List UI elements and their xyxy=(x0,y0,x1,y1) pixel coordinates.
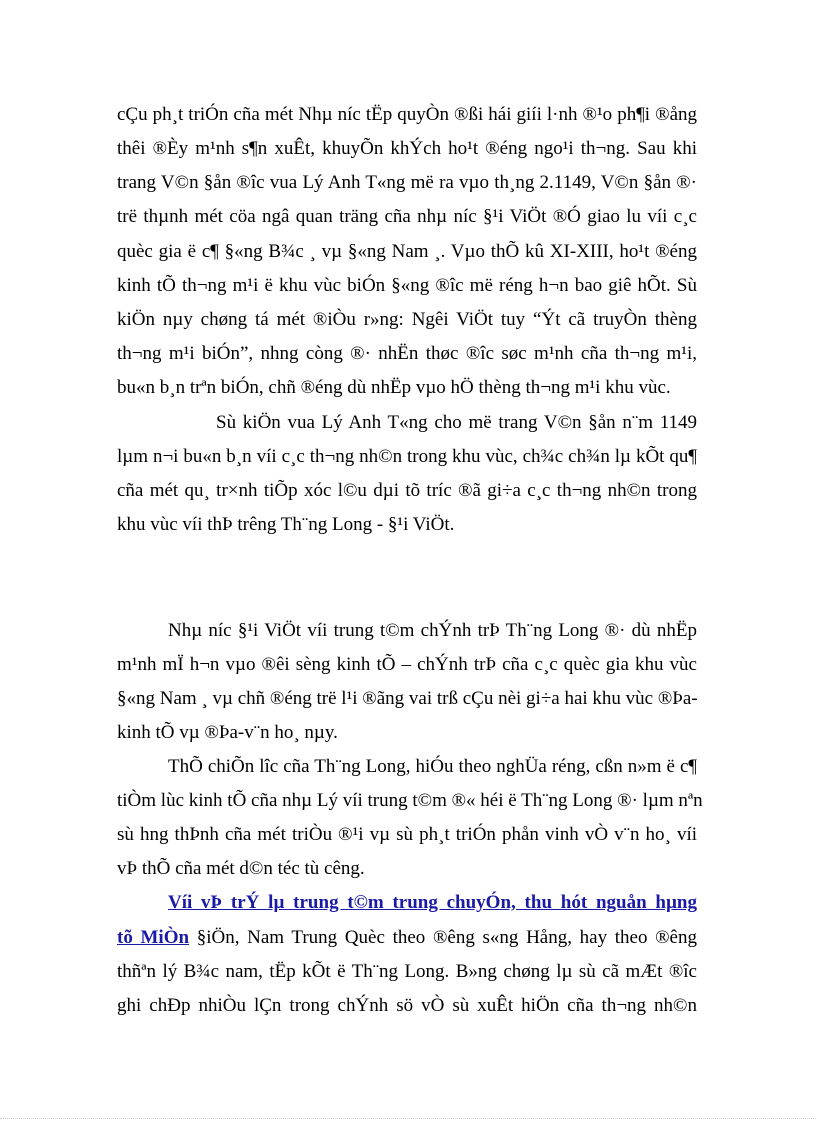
text-line: trang V©n §ån ®îc vua Lý Anh T«ng më ra vµo th¸ng 2.1149, V©n §ån ®· xyxy=(117,172,697,193)
page-bottom-border xyxy=(0,1118,816,1119)
heading-link-continued[interactable]: tõ MiÒn xyxy=(117,927,190,948)
text-line: trë thµnh mét cöa ngâ quan träng cña nhµ níc §¹i ViÖt ®Ó giao lu víi c¸c xyxy=(117,206,697,227)
text-line: kinh tÕ th¬ng m¹i ë khu vùc biÓn §«ng ®îc më réng h¬n bao giê hÕt. Sù xyxy=(117,275,697,296)
text-line: ghi chÐp nhiÒu lÇn trong chÝnh sö vÒ sù xuÊt hiÖn cña th¬ng nh©n xyxy=(117,995,697,1016)
text-line: kinh tÕ vµ ®Þa-v¨n ho¸ nµy. xyxy=(117,722,338,743)
text-line: ThÕ chiÕn lîc cña Th¨ng Long, hiÓu theo nghÜa réng, cßn n»m ë c¶ xyxy=(168,756,697,777)
text-line: cña mét qu¸ tr×nh tiÕp xóc l©u dµi tõ tríc ®ã gi÷a c¸c th¬ng nh©n trong xyxy=(117,480,697,501)
text-line: thêi ®Èy m¹nh s¶n xuÊt, khuyÕn khÝch ho¹t ®éng ngo¹i th¬ng. Sau khi xyxy=(117,138,697,159)
text-line[interactable] xyxy=(168,891,697,915)
text-line: thñªn lý B¾c nam, tËp kÕt ë Th¨ng Long. B»ng chøng lµ sù cã mÆt ®îc xyxy=(117,961,697,982)
text-line: th¬ng m¹i biÓn”, nhng còng ®· nhËn thøc ®îc søc m¹nh cña th¬ng m¹i, xyxy=(117,343,697,364)
text-line: §«ng Nam ¸ vµ chñ ®éng trë l¹i ®ãng vai trß cÇu nèi gi÷a hai khu vùc ®Þa- xyxy=(117,688,698,709)
text-line: bu«n b¸n trªn biÓn, chñ ®éng dù nhËp vµo hÖ thèng th¬ng m¹i khu vùc. xyxy=(117,377,671,398)
text-line: quèc gia ë c¶ §«ng B¾c ¸ vµ §«ng Nam ¸. Vµo thÕ kû XI-XIII, ho¹t ®éng xyxy=(117,241,697,262)
text-line: cÇu ph¸t triÓn cña mét Nhµ níc tËp quyÒn ®ßi hái giíi l·nh ®¹o ph¶i ®ång xyxy=(117,104,697,125)
text-line: sù hng thÞnh cña mét triÒu ®¹i vµ sù ph¸t triÓn phån vinh vÒ v¨n ho¸ víi xyxy=(117,824,697,845)
text-line: m¹nh mÏ h¬n vµo ®êi sèng kinh tÕ – chÝnh trÞ cña c¸c quèc gia khu vùc xyxy=(117,654,697,675)
text-line: vÞ thÕ cña mét d©n téc tù cêng. xyxy=(117,858,365,879)
text-line: Sù kiÖn vua Lý Anh T«ng cho më trang V©n §ån n¨m 1149 xyxy=(216,412,697,433)
text-line: Nhµ níc §¹i ViÖt víi trung t©m chÝnh trÞ Th¨ng Long ®· dù nhËp xyxy=(168,620,697,641)
text-line: lµm n¬i bu«n b¸n víi c¸c th¬ng nh©n trong khu vùc, ch¾c ch¾n lµ kÕt qu¶ xyxy=(117,446,697,467)
text-line: khu vùc víi thÞ trêng Th¨ng Long - §¹i ViÖt. xyxy=(117,514,455,535)
line-text: §iÖn, Nam Trung Quèc theo ®êng s«ng Hång, hay theo ®êng xyxy=(189,927,697,948)
heading-link[interactable]: Víi vÞ trÝ lµ trung t©m trung chuyÓn, thu hót nguån hµng xyxy=(168,892,697,913)
text-line xyxy=(117,926,697,950)
text-line: tiÒm lùc kinh tÕ cña nhµ Lý víi trung t©m ®« héi ë Th¨ng Long ®· lµm nªn xyxy=(117,790,703,811)
text-line: kiÖn nµy chøng tá mét ®iÒu r»ng: Ngêi ViÖt tuy “Ýt cã truyÒn thèng xyxy=(117,309,697,330)
